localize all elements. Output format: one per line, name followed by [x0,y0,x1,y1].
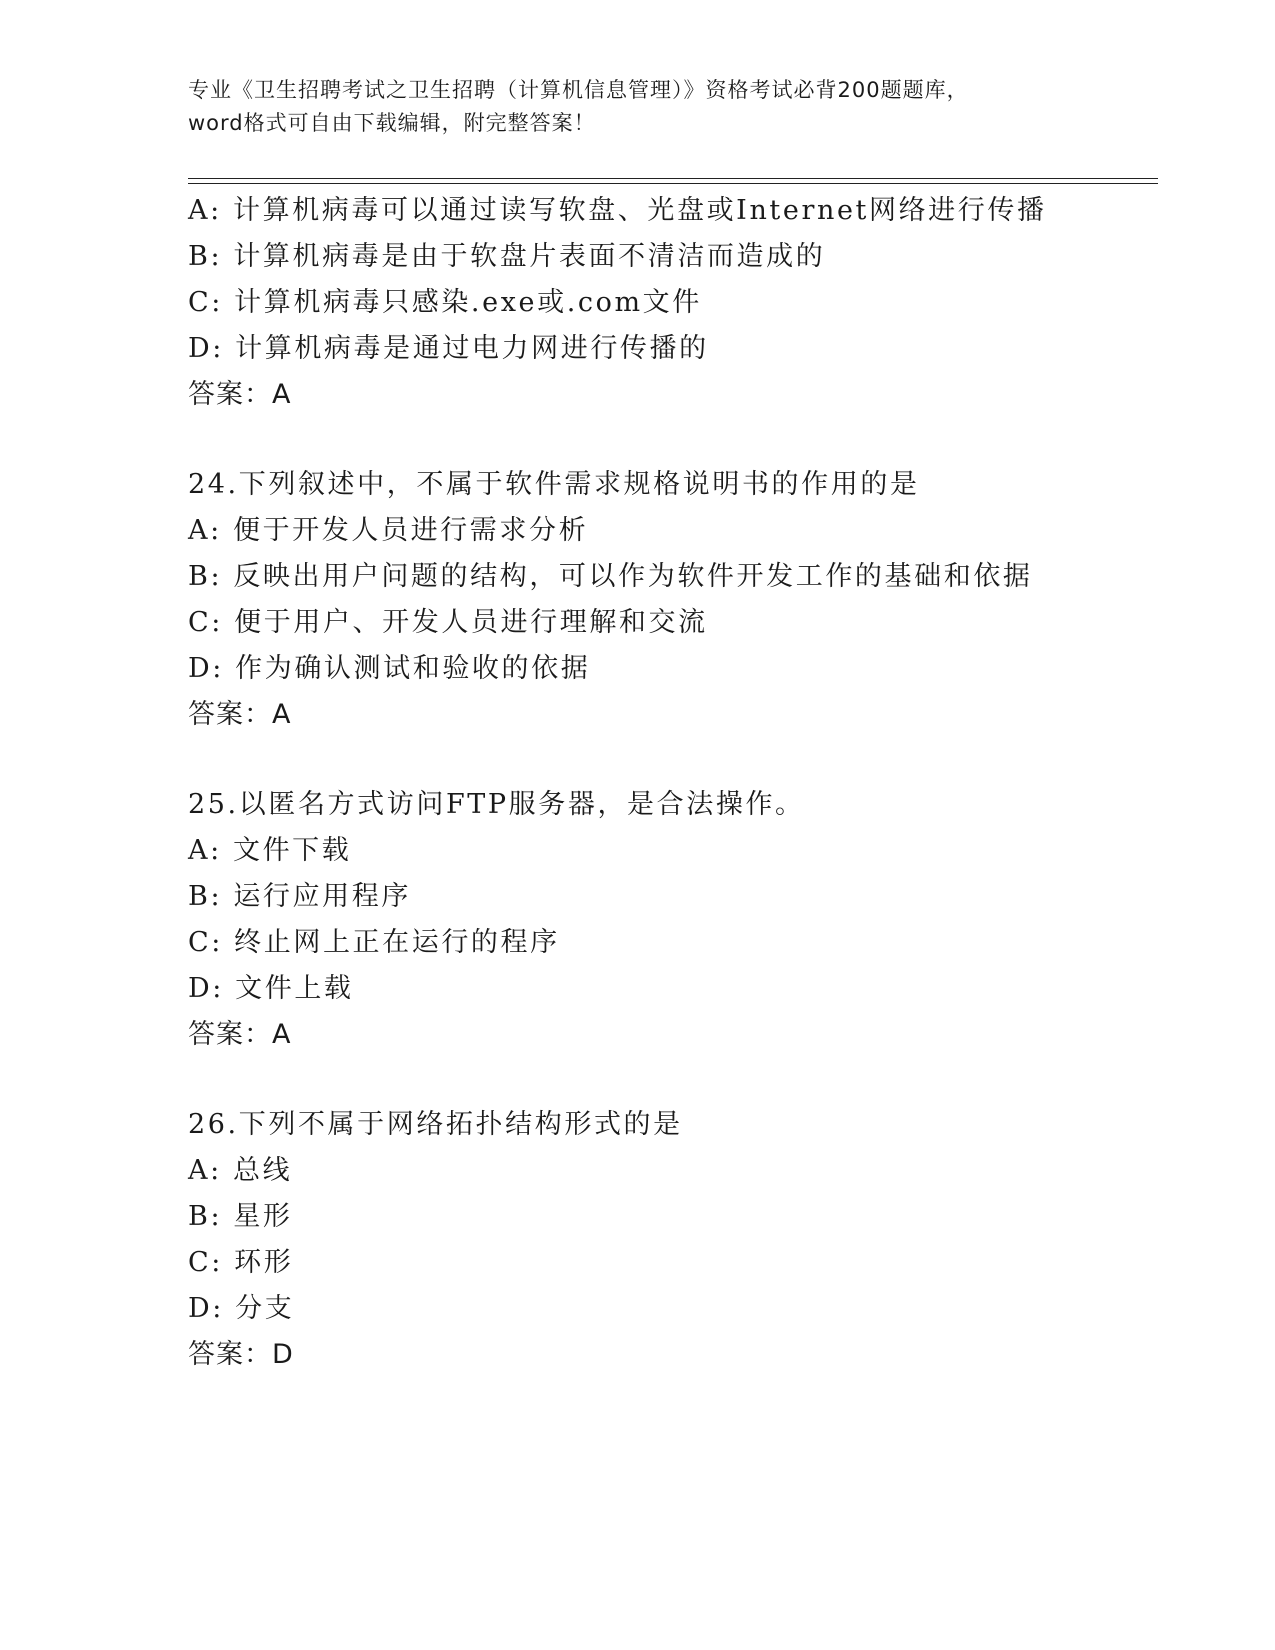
option-c: C: 便于用户、开发人员进行理解和交流 [188,607,708,638]
answer-label: 答案：D [188,1339,294,1370]
question-block-23 [188,188,1168,418]
document-header [188,74,1088,140]
option-a: A: 总线 [188,1155,293,1186]
option-c: C: 计算机病毒只感染.exe或.com文件 [188,287,702,318]
option-d: D: 作为确认测试和验收的依据 [188,653,591,684]
question-list [188,188,1168,1378]
header-divider-bottom [188,183,1158,184]
option-b: B: 计算机病毒是由于软盘片表面不清洁而造成的 [188,241,826,272]
question-block-26 [188,1102,1168,1378]
option-a: A: 便于开发人员进行需求分析 [188,515,589,546]
option-d: D: 计算机病毒是通过电力网进行传播的 [188,333,709,364]
option-c: C: 终止网上正在运行的程序 [188,927,560,958]
header-title-line-1: 专业《卫生招聘考试之卫生招聘（计算机信息管理）》资格考试必背200题题库， [188,78,969,102]
question-stem: 24.下列叙述中，不属于软件需求规格说明书的作用的是 [188,469,920,500]
question-block-24 [188,462,1168,738]
header-title-line-2: word格式可自由下载编辑，附完整答案！ [188,111,596,135]
option-d: D: 分支 [188,1293,295,1324]
option-b: B: 星形 [188,1201,293,1232]
answer-label: 答案：A [188,1019,292,1050]
option-d: D: 文件上载 [188,973,354,1004]
option-b: B: 运行应用程序 [188,881,411,912]
answer-label: 答案：A [188,699,292,730]
option-a: A: 计算机病毒可以通过读写软盘、光盘或Internet网络进行传播 [188,195,1047,226]
header-divider-top [188,178,1158,179]
option-b: B: 反映出用户问题的结构，可以作为软件开发工作的基础和依据 [188,561,1033,592]
question-stem: 26.下列不属于网络拓扑结构形式的是 [188,1109,683,1140]
answer-label: 答案：A [188,379,292,410]
option-c: C: 环形 [188,1247,294,1278]
question-block-25 [188,782,1168,1058]
question-stem: 25.以匿名方式访问FTP服务器，是合法操作。 [188,789,805,820]
option-a: A: 文件下载 [188,835,352,866]
